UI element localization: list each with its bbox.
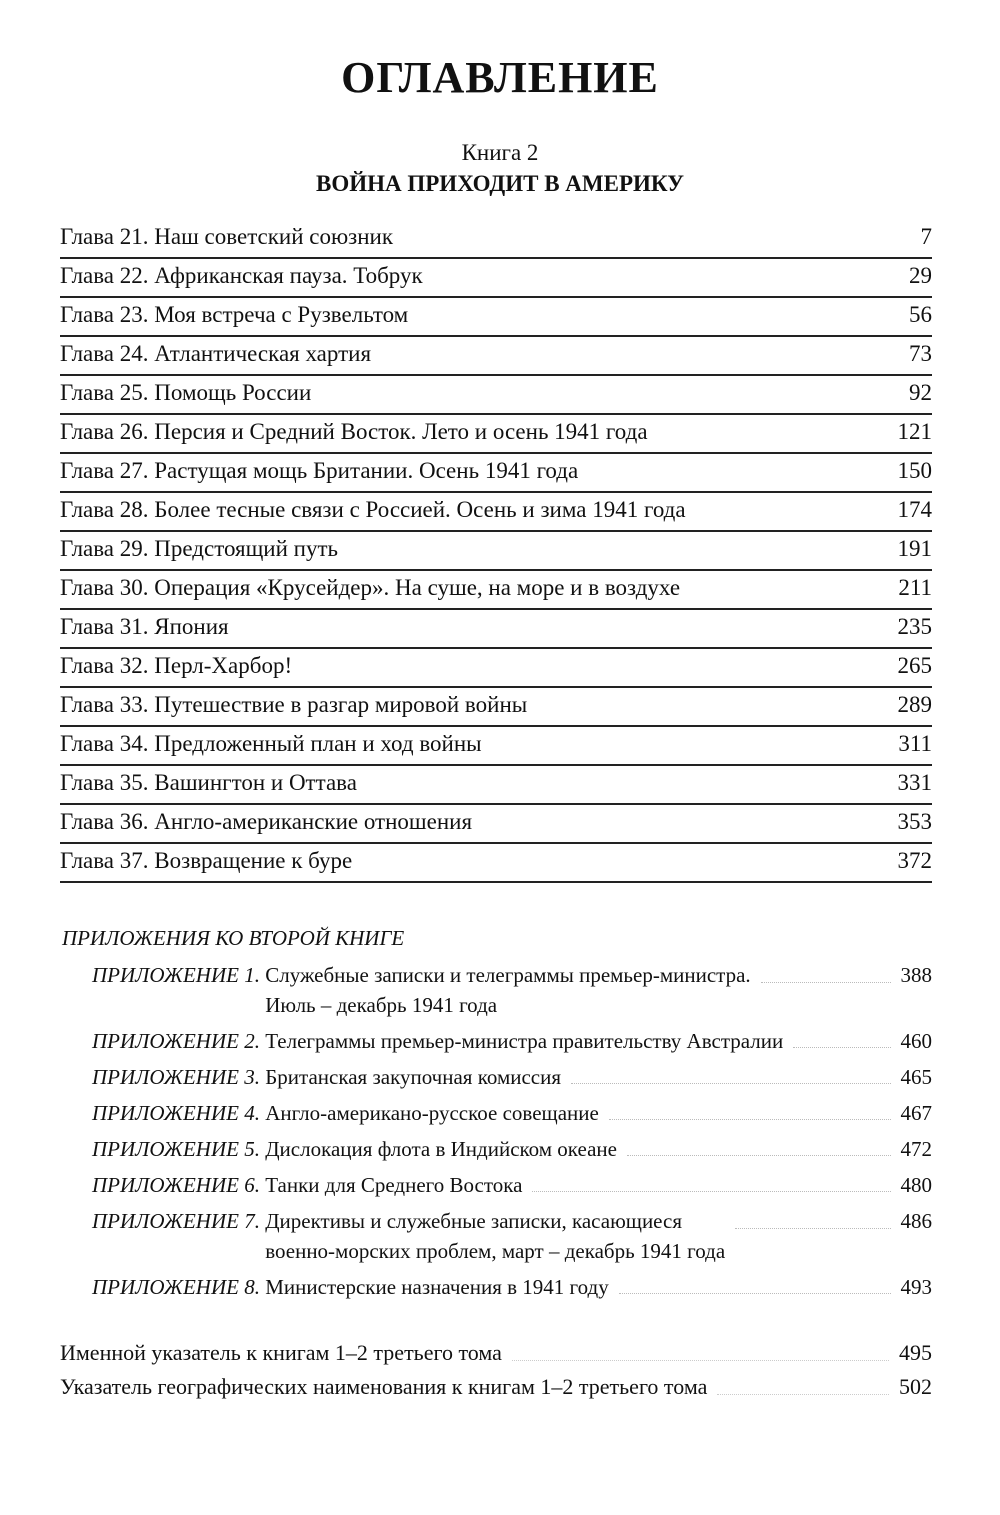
appendix-page: 465 [900,1065,932,1089]
appendix-row[interactable] [92,1062,932,1092]
chapter-title: Глава 23. Моя встреча с Рузвельтом [60,302,409,327]
chapter-title: Глава 28. Более тесные связи с Россией. Осень и зима 1941 года [60,497,686,522]
dot-leader [571,1083,890,1084]
dot-leader [619,1293,891,1294]
chapter-row[interactable] [60,805,932,844]
chapter-page: 56 [909,302,932,327]
appendix-page: 467 [900,1101,932,1125]
chapter-title: Глава 22. Африканская пауза. Тобрук [60,263,423,288]
chapter-page: 29 [909,263,932,288]
chapter-title: Глава 25. Помощь России [60,380,312,405]
index-list [60,1336,932,1404]
appendix-name: ПРИЛОЖЕНИЕ 8. [92,1275,260,1299]
chapter-row[interactable] [60,298,932,337]
chapter-title: Глава 36. Англо-американские отношения [60,809,473,834]
appendix-name: ПРИЛОЖЕНИЕ 2. [92,1029,260,1053]
index-row[interactable] [60,1370,932,1404]
dot-leader [609,1119,891,1120]
chapter-title: Глава 27. Растущая мощь Британии. Осень 1941 года [60,458,579,483]
chapter-row[interactable] [60,493,932,532]
chapter-page: 150 [897,458,932,483]
appendix-row[interactable] [92,1272,932,1302]
chapter-page: 289 [897,692,932,717]
chapter-title: Глава 30. Операция «Крусейдер». На суше, на море и в воздухе [60,575,681,600]
appendix-text: Танки для Среднего Востока [265,1173,523,1197]
dot-leader [532,1191,890,1192]
chapter-title: Глава 37. Возвращение к буре [60,848,353,873]
appendix-text: Служебные записки и телеграммы премьер-министра. [265,963,751,987]
chapter-row[interactable] [60,571,932,610]
chapter-row[interactable] [60,376,932,415]
chapter-row[interactable] [60,727,932,766]
appendix-name: ПРИЛОЖЕНИЕ 3. [92,1065,260,1089]
chapter-row[interactable] [60,649,932,688]
chapter-page: 311 [898,731,932,756]
appendix-text: Министерские назначения в 1941 году [265,1275,609,1299]
chapter-page: 191 [897,536,932,561]
index-page: 502 [899,1374,932,1399]
appendix-row[interactable] [92,1134,932,1164]
appendix-name: ПРИЛОЖЕНИЕ 5. [92,1137,260,1161]
chapter-row[interactable] [60,844,932,883]
appendix-page: 472 [900,1137,932,1161]
chapter-title: Глава 21. Наш советский союзник [60,224,394,249]
dot-leader [761,982,891,983]
chapter-row[interactable] [60,415,932,454]
appendix-text-block [265,1206,725,1266]
chapter-title: Глава 31. Япония [60,614,229,639]
chapter-page: 73 [909,341,932,366]
appendix-page: 486 [900,1209,932,1233]
appendix-page: 460 [900,1029,932,1053]
appendix-text-block [265,960,750,1020]
index-page: 495 [899,1340,932,1365]
index-label: Именной указатель к книгам 1–2 третьего тома [60,1340,502,1365]
book-subtitle: ВОЙНА ПРИХОДИТ В АМЕРИКУ [316,171,684,196]
appendix-row[interactable] [92,1170,932,1200]
chapter-row[interactable] [60,337,932,376]
appendix-row[interactable] [92,1026,932,1056]
chapter-page: 331 [897,770,932,795]
appendix-page: 480 [900,1173,932,1197]
chapter-page: 353 [897,809,932,834]
appendix-text: Дислокация флота в Индийском океане [265,1137,617,1161]
appendix-text-line2: Июль – декабрь 1941 года [265,993,498,1017]
chapter-title: Глава 26. Персия и Средний Восток. Лето и осень 1941 года [60,419,648,444]
appendix-row[interactable] [92,960,932,1020]
dot-leader [717,1394,889,1395]
chapter-page: 92 [909,380,932,405]
chapter-page: 174 [897,497,932,522]
chapter-page: 7 [920,224,932,249]
chapter-row[interactable] [60,220,932,259]
appendix-name: ПРИЛОЖЕНИЕ 7. [92,1209,260,1233]
appendix-page: 493 [900,1275,932,1299]
book-label: Книга 2 [461,140,539,165]
chapter-row[interactable] [60,259,932,298]
chapter-row[interactable] [60,766,932,805]
chapter-row[interactable] [60,454,932,493]
dot-leader [793,1047,890,1048]
appendix-row[interactable] [92,1098,932,1128]
appendix-name: ПРИЛОЖЕНИЕ 4. [92,1101,260,1125]
appendix-text: Англо-американо-русское совещание [265,1101,599,1125]
page-title: ОГЛАВЛЕНИЕ [341,53,659,102]
chapter-title: Глава 33. Путешествие в разгар мировой войны [60,692,528,717]
dot-leader [735,1228,890,1229]
appendix-text: Британская закупочная комиссия [265,1065,562,1089]
chapter-page: 235 [897,614,932,639]
chapter-page: 121 [897,419,932,444]
chapter-page: 211 [898,575,932,600]
appendix-name: ПРИЛОЖЕНИЕ 6. [92,1173,260,1197]
appendix-text-line2: военно-морских проблем, март – декабрь 1941 года [265,1239,726,1263]
chapter-title: Глава 29. Предстоящий путь [60,536,339,561]
chapter-page: 265 [897,653,932,678]
chapter-list [60,220,932,883]
appendix-page: 388 [900,963,932,987]
chapter-title: Глава 32. Перл-Харбор! [60,653,293,678]
index-row[interactable] [60,1336,932,1370]
dot-leader [627,1155,891,1156]
appendix-list [92,960,932,1308]
appendix-text: Телеграммы премьер-министра правительству Австралии [265,1029,784,1053]
appendix-heading: ПРИЛОЖЕНИЯ КО ВТОРОЙ КНИГЕ [62,926,405,950]
chapter-row[interactable] [60,532,932,571]
chapter-page: 372 [897,848,932,873]
appendix-row[interactable] [92,1206,932,1266]
appendix-text: Директивы и служебные записки, касающиеся [265,1209,683,1233]
chapter-title: Глава 34. Предложенный план и ход войны [60,731,482,756]
appendix-name: ПРИЛОЖЕНИЕ 1. [92,963,260,987]
chapter-row[interactable] [60,688,932,727]
index-label: Указатель географических наименования к книгам 1–2 третьего тома [60,1374,708,1399]
chapter-title: Глава 35. Вашингтон и Оттава [60,770,357,795]
chapter-row[interactable] [60,610,932,649]
dot-leader [512,1360,889,1361]
chapter-title: Глава 24. Атлантическая хартия [60,341,372,366]
